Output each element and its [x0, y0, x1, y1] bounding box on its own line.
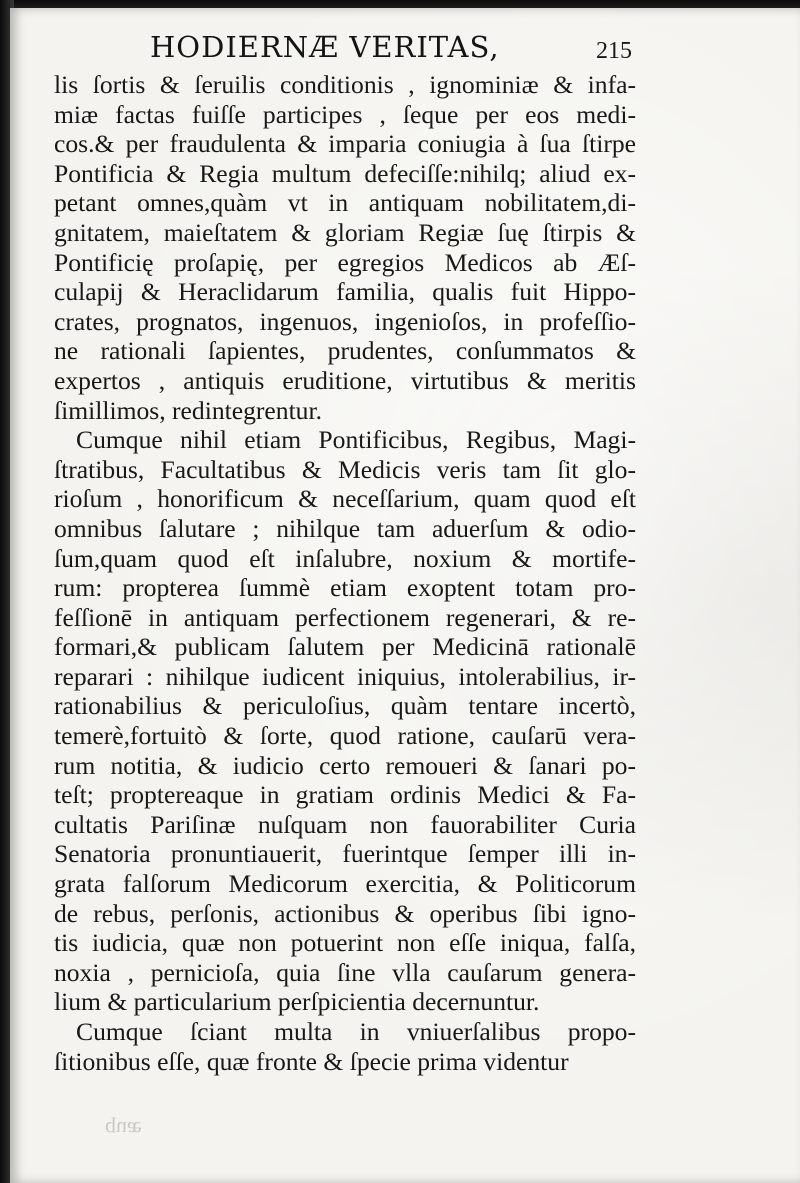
text-line: rum notitia, & iudicio certo remoueri & ſanari po-: [54, 750, 636, 780]
text-line: cultatis Pariſinæ nuſquam non fauorabiliter Curia: [54, 809, 636, 839]
text-line: formari,& publicam ſalutem per Medicinā rationalē: [54, 632, 636, 662]
text-line: de rebus, perſonis, actionibus & operibus ſibi igno-: [54, 898, 636, 928]
text-line: Pontificia & Regia multum defeciſſe:nihilq; aliud ex-: [54, 158, 636, 188]
text-line: Cumque nihil etiam Pontificibus, Regibus, Magi-: [76, 425, 636, 455]
text-line: ſum,quam quod eſt inſalubre, noxium & mortife-: [54, 543, 636, 573]
text-line: gnitatem, maieſtatem & gloriam Regiæ ſuę ſtirpis &: [54, 217, 636, 247]
text-line: ne rationali ſapientes, prudentes, conſummatos &: [54, 336, 636, 366]
text-line: omnibus ſalutare ; nihilque tam aduerſum & odio-: [54, 513, 636, 543]
text-line: lium & particularium perſpicientia decernuntur.: [54, 987, 540, 1017]
text-line: petant omnes,quàm vt in antiquam nobilitatem,di-: [54, 188, 636, 218]
text-line: cos.& per fraudulenta & imparia coniugia à ſua ſtirpe: [54, 129, 636, 159]
text-line: ſimillimos, redintegrentur.: [54, 395, 322, 425]
text-line: ſitionibus eſſe, quæ fronte & ſpecie prima videntur: [54, 1046, 569, 1076]
text-line: feſſionē in antiquam perfectionem regenerari, & re-: [54, 602, 636, 632]
text-line: reparari : nihilque iudicent iniquius, intolerabilius, ir-: [54, 661, 636, 691]
text-line: Cumque ſciant multa in vniuerſalibus propo-: [76, 1017, 636, 1046]
text-line: rum: propterea ſummè etiam exoptent totam pro-: [54, 573, 636, 603]
text-line: rationabilius & periculoſius, quàm tentare incertò,: [54, 691, 636, 721]
text-line: temerè,fortuitò & ſorte, quod ratione, cauſarū vera-: [54, 721, 636, 751]
book-page: [10, 8, 800, 1183]
text-line: expertos , antiquis eruditione, virtutibus & meritis: [54, 365, 636, 395]
text-line: culapij & Heraclidarum familia, qualis fuit Hippo-: [54, 277, 636, 307]
text-line: rioſum , honorificum & neceſſarium, quam quod eſt: [54, 484, 636, 514]
text-line: grata falſorum Medicorum exercitia, & Politicorum: [54, 869, 636, 899]
text-line: Pontificię proſapię, per egregios Medicos ab Æſ-: [54, 247, 636, 277]
bleed-through-text: quæ: [105, 1117, 142, 1142]
body-text: [54, 70, 636, 1076]
running-title: HODIERNÆ VERITAS,: [150, 30, 500, 64]
paragraph-container: [54, 70, 636, 1076]
text-line: noxia , pernicioſa, quia ſine vlla cauſarum genera-: [54, 957, 636, 987]
text-line: teſt; proptereaque in gratiam ordinis Medici & Fa-: [54, 780, 636, 810]
page-number: 215: [596, 38, 632, 64]
text-line: crates, prognatos, ingenuos, ingenioſos, in profeſſio-: [54, 306, 636, 336]
text-line: Senatoria pronuntiauerit, fuerintque ſemper illi in-: [54, 839, 636, 869]
text-line: ſtratibus, Facultatibus & Medicis veris tam ſit glo-: [54, 454, 636, 484]
text-line: lis ſortis & ſeruilis conditionis , ignominiæ & infa-: [54, 70, 636, 99]
text-line: miæ factas fuiſſe participes , ſeque per eos medi-: [54, 99, 636, 129]
text-line: tis iudicia, quæ non potuerint non eſſe iniqua, falſa,: [54, 928, 636, 958]
